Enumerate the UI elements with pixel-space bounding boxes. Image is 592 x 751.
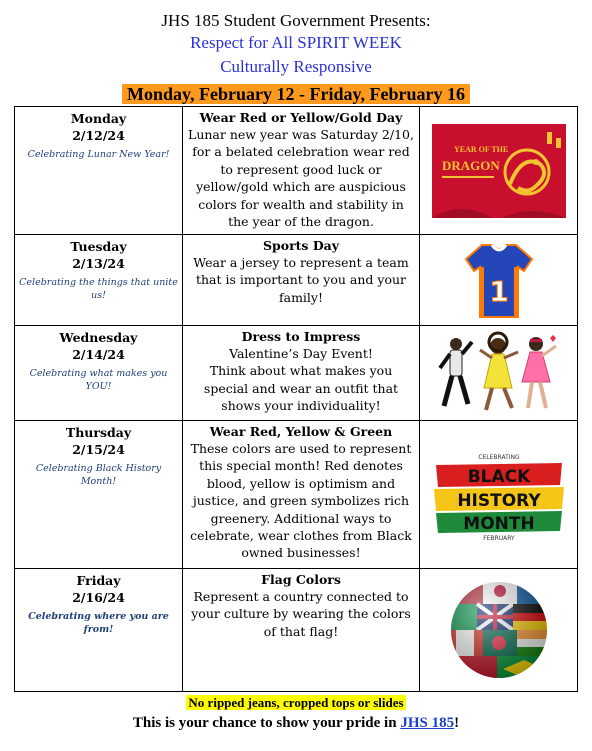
image-cell — [420, 326, 578, 421]
activity-text: Represent a country connected to your culture by wearing the colors of that flag! — [191, 589, 411, 639]
black-history-month-banner-icon — [432, 449, 566, 541]
banner-top-text: CELEBRATING — [477, 453, 520, 461]
poster-heading-small: YEAR OF THE — [453, 144, 508, 154]
jersey-icon — [464, 241, 534, 319]
table-row — [15, 421, 578, 569]
activity-cell — [183, 107, 420, 235]
activity-cell — [183, 569, 420, 692]
activity-title: Wear Red, Yellow & Green — [209, 424, 393, 439]
image-cell — [420, 421, 578, 569]
activity-cell — [183, 235, 420, 326]
closing-suffix: ! — [454, 715, 460, 731]
flag-globe-icon — [447, 578, 551, 682]
day-date: 2/15/24 — [72, 442, 125, 457]
date-range-text: Monday, February 12 - Friday, February 16 — [122, 84, 470, 104]
day-name: Friday — [76, 573, 121, 588]
activity-cell — [183, 421, 420, 569]
date-range-banner — [0, 84, 592, 105]
activity-text: Lunar new year was Saturday 2/10, for a belated celebration wear red to represent good luck or yellow/gold which are auspicious colors for wealth and stability in the year of the dragon. — [188, 127, 414, 230]
day-date: 2/12/24 — [72, 128, 125, 143]
day-note: Celebrating Black History Month! — [35, 463, 162, 487]
schedule-table — [14, 106, 578, 692]
header-line-2: Respect for All SPIRIT WEEK — [190, 33, 402, 52]
poster-heading-large: DRAGON — [441, 157, 500, 173]
day-date: 2/13/24 — [72, 256, 125, 271]
dress-code-rule — [0, 695, 592, 711]
image-cell — [420, 569, 578, 692]
day-cell — [15, 569, 183, 692]
activity-text: Wear a jersey to represent a team that is important to you and your family! — [193, 255, 409, 305]
table-row — [15, 569, 578, 692]
day-date: 2/14/24 — [72, 347, 125, 362]
day-name: Thursday — [65, 425, 132, 440]
day-name: Wednesday — [59, 330, 138, 345]
jersey-number: 1 — [488, 275, 509, 308]
activity-title: Flag Colors — [261, 572, 341, 587]
banner-bottom-text: FEBRUARY — [482, 534, 515, 541]
dancers-icon — [434, 330, 564, 416]
day-cell — [15, 421, 183, 569]
header-line-1: JHS 185 Student Government Presents: — [161, 11, 431, 30]
day-cell — [15, 235, 183, 326]
day-name: Tuesday — [70, 239, 127, 254]
day-cell — [15, 107, 183, 235]
dress-code-text: No ripped jeans, cropped tops or slides — [188, 695, 404, 710]
activity-text-line-1: Valentine’s Day Event! — [229, 346, 373, 361]
activity-text: These colors are used to represent this special month! Red denotes blood, yellow is optimism and justice, and green symbolizes rich greenery. Additional ways to celebrate, wear clothes from Black owned businesses! — [190, 441, 412, 561]
day-note: Celebrating what makes you YOU! — [29, 368, 168, 392]
banner-word-2: HISTORY — [456, 490, 541, 511]
day-name: Monday — [70, 111, 127, 126]
activity-title: Dress to Impress — [241, 329, 361, 344]
table-row — [15, 235, 578, 326]
closing-line — [0, 715, 592, 732]
day-date: 2/16/24 — [72, 590, 125, 605]
header-line-3: Culturally Responsive — [220, 57, 372, 76]
activity-title: Sports Day — [262, 238, 340, 253]
table-row — [15, 326, 578, 421]
activity-title: Wear Red or Yellow/Gold Day — [199, 110, 403, 125]
activity-text-line-2: Think about what makes you special and wear an outfit that shows your individuality! — [203, 363, 399, 414]
closing-prefix: This is your chance to show your pride in — [132, 715, 401, 731]
activity-cell — [183, 326, 420, 421]
day-cell — [15, 326, 183, 421]
table-row — [15, 107, 578, 235]
jhs185-link[interactable]: JHS 185 — [400, 715, 455, 731]
day-note: Celebrating the things that unite us! — [19, 277, 178, 301]
day-note: Celebrating Lunar New Year! — [27, 149, 170, 160]
banner-word-1: BLACK — [467, 466, 530, 487]
banner-word-3: MONTH — [462, 513, 535, 534]
image-cell — [420, 107, 578, 235]
year-of-dragon-poster-icon — [432, 124, 566, 218]
image-cell — [420, 235, 578, 326]
day-note: Celebrating where you are from! — [28, 611, 169, 635]
